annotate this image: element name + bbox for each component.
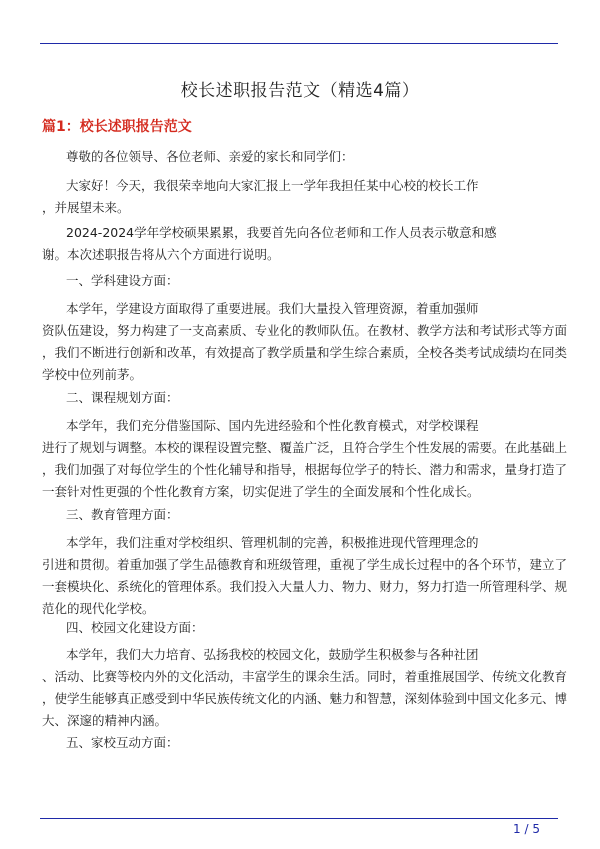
text-line: 学校中位列前茅。 bbox=[42, 367, 143, 382]
paragraph-culture bbox=[42, 644, 568, 732]
text-line: 本学年，我们充分借鉴国际、国内先进经验和个性化教育模式，对学校课程 bbox=[66, 418, 479, 433]
text-line: ，我们不断进行创新和改革，有效提高了教学质量和学生综合素质，全校各类考试成绩均在同类 bbox=[42, 345, 568, 360]
paragraph-thanks bbox=[42, 222, 558, 266]
paragraph-curriculum bbox=[42, 415, 568, 503]
text-line: 五、家校互动方面： bbox=[66, 735, 179, 750]
heading-subject bbox=[42, 270, 558, 292]
text-line: 谢。本次述职报告将从六个方面进行说明。 bbox=[42, 247, 280, 262]
text-line: 资队伍建设，努力构建了一支高素质、专业化的教师队伍。在教材、教学方法和考试形式等方面 bbox=[42, 323, 568, 338]
text-line: 本学年，我们大力培育、弘扬我校的校园文化，鼓励学生积极参与各种社团 bbox=[66, 647, 479, 662]
text-line: 引进和贯彻。着重加强了学生品德教育和班级管理，重视了学生成长过程中的各个环节，建立了 bbox=[42, 557, 568, 572]
text-line: ，并展望未来。 bbox=[42, 200, 130, 215]
text-line: 尊敬的各位领导、各位老师、亲爱的家长和同学们： bbox=[66, 149, 354, 164]
section-heading: 篇1：校长述职报告范文 bbox=[42, 119, 192, 135]
heading-culture bbox=[42, 617, 558, 639]
text-line: 一、学科建设方面： bbox=[66, 273, 179, 288]
text-line: 二、课程规划方面： bbox=[66, 390, 179, 405]
text-line: 本学年，我们注重对学校组织、管理机制的完善，积极推进现代管理理念的 bbox=[66, 535, 479, 550]
document-title: 校长述职报告范文（精选4篇） bbox=[180, 81, 420, 101]
header-rule bbox=[40, 43, 558, 44]
text-line: ，使学生能够真正感受到中华民族传统文化的内涵、魅力和智慧，深刻体验到中国文化多元、博 bbox=[42, 691, 568, 706]
paragraph-management bbox=[42, 532, 568, 620]
text-line: 三、教育管理方面： bbox=[66, 507, 179, 522]
page-indicator: 1 / 5 bbox=[513, 822, 540, 836]
text-line: ，我们加强了对每位学生的个性化辅导和指导，根据每位学子的特长、潜力和需求，量身打造了 bbox=[42, 462, 568, 477]
text-line: 本学年，学建设方面取得了重要进展。我们大量投入管理资源，着重加强师 bbox=[66, 301, 479, 316]
heading-curriculum bbox=[42, 387, 558, 409]
paragraph-hello bbox=[42, 175, 558, 219]
paragraph-subject bbox=[42, 298, 568, 386]
heading-home-school bbox=[42, 732, 558, 754]
text-line: 一套针对性更强的个性化教育方案，切实促进了学生的全面发展和个性化成长。 bbox=[42, 484, 480, 499]
text-line: 2024-2024学年学校硕果累累，我要首先向各位老师和工作人员表示敬意和感 bbox=[66, 225, 497, 240]
text-line: 一套模块化、系统化的管理体系。我们投入大量人力、物力、财力，努力打造一所管理科学、规 bbox=[42, 579, 568, 594]
text-line: 大家好！今天，我很荣幸地向大家汇报上一学年我担任某中心校的校长工作 bbox=[66, 178, 479, 193]
footer-rule bbox=[40, 818, 558, 819]
text-line: 进行了规划与调整。本校的课程设置完整、覆盖广泛，且符合学生个性发展的需要。在此基础上 bbox=[42, 440, 568, 455]
paragraph-greeting bbox=[42, 146, 558, 168]
heading-management bbox=[42, 504, 558, 526]
text-line: 范化的现代化学校。 bbox=[42, 601, 155, 616]
text-line: 大、深邃的精神内涵。 bbox=[42, 713, 168, 728]
text-line: 、活动、比赛等校内外的文化活动，丰富学生的课余生活。同时，着重推展国学、传统文化教育 bbox=[42, 669, 568, 684]
text-line: 四、校园文化建设方面： bbox=[66, 620, 204, 635]
